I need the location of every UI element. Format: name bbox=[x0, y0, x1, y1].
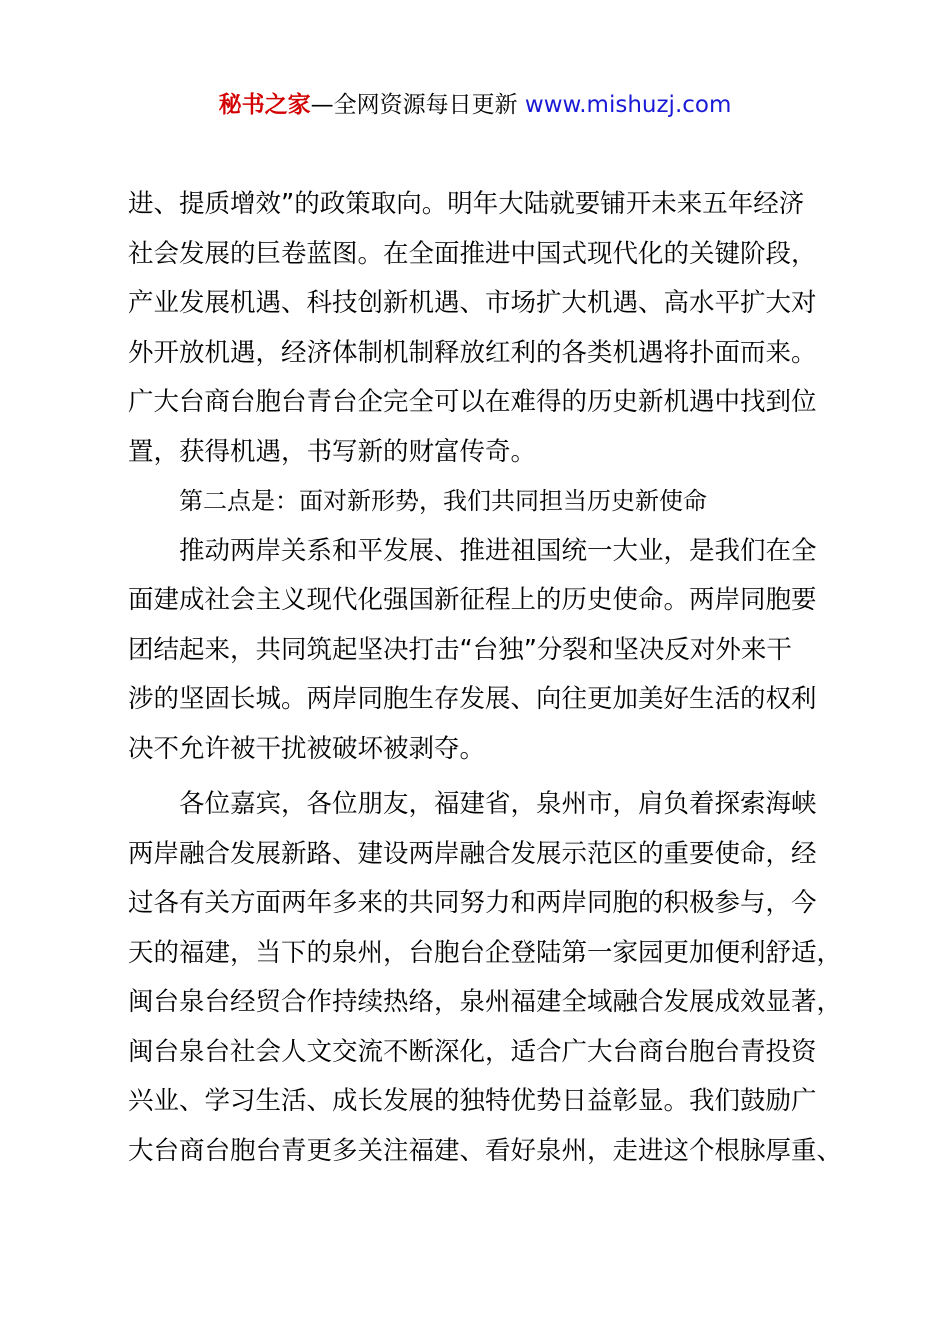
site-tagline: —全网资源每日更新 bbox=[310, 92, 518, 118]
section-heading bbox=[128, 477, 848, 527]
section-heading-text: 第二点是：面对新形势，我们共同担当历史新使命 bbox=[179, 487, 707, 515]
page-header bbox=[0, 88, 950, 122]
text-line: 两岸融合发展新路、建设两岸融合发展示范区的重要使命，经 bbox=[128, 838, 817, 869]
text-line: 过各有关方面两年多来的共同努力和两岸同胞的积极参与，今 bbox=[128, 888, 817, 918]
text-line: 社会发展的巨卷蓝图。在全面推进中国式现代化的关键阶段， bbox=[128, 238, 817, 269]
text-line: 闽台泉台社会人文交流不断深化，适合广大台商台胞台青投资 bbox=[128, 1036, 817, 1067]
text-line: 广大台商台胞台青台企完全可以在难得的历史新机遇中找到位 bbox=[128, 387, 817, 417]
text-line: 涉的坚固长城。两岸同胞生存发展、向往更加美好生活的权利 bbox=[128, 684, 817, 714]
paragraph-2 bbox=[128, 527, 848, 775]
text-line: 团结起来，共同筑起坚决打击“台独”分裂和坚决反对外来干 bbox=[128, 634, 792, 665]
text-line: 外开放机遇，经济体制机制释放红利的各类机遇将扑面而来。 bbox=[128, 337, 817, 368]
text-line: 面建成社会主义现代化强国新征程上的历史使命。两岸同胞要 bbox=[128, 585, 817, 615]
site-url[interactable]: www.mishuzj.com bbox=[524, 92, 732, 118]
text-line: 产业发展机遇、科技创新机遇、市场扩大机遇、高水平扩大对 bbox=[128, 288, 817, 318]
text-line: 闽台泉台经贸合作持续热络，泉州福建全域融合发展成效显著， bbox=[128, 987, 843, 1017]
document-body bbox=[128, 180, 848, 1176]
text-line: 决不允许被干扰被破坏被剥夺。 bbox=[128, 733, 486, 764]
text-line: 各位嘉宾，各位朋友，福建省，泉州市，肩负着探索海峡 bbox=[179, 789, 817, 819]
text-line: 进、提质增效”的政策取向。明年大陆就要铺开未来五年经济 bbox=[128, 189, 805, 219]
text-line: 置，获得机遇，书写新的财富传奇。 bbox=[128, 436, 537, 467]
text-line: 兴业、学习生活、成长发展的独特优势日益彰显。我们鼓励广 bbox=[128, 1086, 817, 1116]
text-line: 天的福建，当下的泉州，台胞台企登陆第一家园更加便利舒适， bbox=[128, 937, 843, 968]
site-brand: 秘书之家 bbox=[218, 92, 311, 118]
paragraph-1 bbox=[128, 180, 848, 477]
text-line: 大台商台胞台青更多关注福建、看好泉州，走进这个根脉厚重、 bbox=[128, 1135, 843, 1166]
text-line: 推动两岸关系和平发展、推进祖国统一大业，是我们在全 bbox=[179, 535, 817, 566]
paragraph-3 bbox=[128, 780, 848, 1176]
